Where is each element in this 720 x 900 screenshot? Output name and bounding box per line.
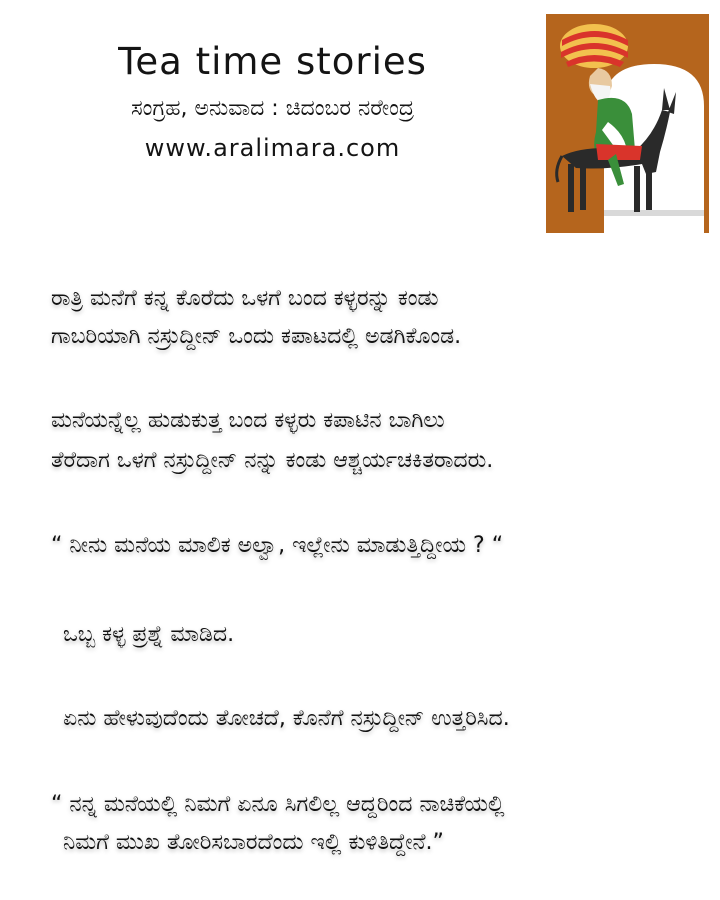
story-line: ತೆರೆದಾಗ ಒಳಗೆ ನಸ್ರುದ್ದೀನ್ ನನ್ನು ಕಂಡು ಆಶ್ಚರ್ಯಚಕಿತರಾದರು. — [51, 448, 494, 473]
story-line: ನಿಮಗೆ ಮುಖ ತೋರಿಸಬಾರದೆಂದು ಇಲ್ಲಿ ಕುಳಿತಿದ್ದೇನೆ.” — [63, 830, 444, 855]
story-line: ರಾತ್ರಿ ಮನೆಗೆ ಕನ್ನ ಕೊರೆದು ಒಳಗೆ ಬಂದ ಕಳ್ಳರನ್ನು ಕಂಡು — [51, 286, 439, 311]
story-line: “ ನೀನು ಮನೆಯ ಮಾಲಿಕ ಅಲ್ವಾ, ಇಲ್ಲೇನು ಮಾಡುತ್ತಿದ್ದೀಯ ? “ — [51, 533, 504, 558]
page-title: Tea time stories — [118, 40, 427, 83]
story-line: “ ನನ್ನ ಮನೆಯಲ್ಲಿ ನಿಮಗೆ ಏನೂ ಸಿಗಲಿಲ್ಲ ಆದ್ದರಿಂದ ನಾಚಿಕೆಯಲ್ಲಿ — [51, 792, 505, 817]
story-line: ಒಬ್ಬ ಕಳ್ಳ ಪ್ರಶ್ನೆ ಮಾಡಿದ. — [63, 622, 235, 647]
story-line: ಮನೆಯನ್ನೆಲ್ಲ ಹುಡುಕುತ್ತ ಬಂದ ಕಳ್ಳರು ಕಪಾಟಿನ ಬಾಗಿಲು — [51, 408, 445, 433]
website-link[interactable]: www.aralimara.com — [144, 134, 401, 162]
story-line: ಗಾಬರಿಯಾಗಿ ನಸ್ರುದ್ದೀನ್ ಒಂದು ಕಪಾಟದಲ್ಲಿ ಅಡಗಿಕೊಂಡ. — [51, 324, 462, 349]
page-subtitle: ಸಂಗ್ರಹ, ಅನುವಾದ : ಚಿದಂಬರ ನರೇಂದ್ರ — [131, 96, 414, 121]
story-line: ಏನು ಹೇಳುವುದೆಂದು ತೋಚದೆ, ಕೊನೆಗೆ ನಸ್ರುದ್ದೀನ್ ಉತ್ತರಿಸಿದ. — [63, 706, 510, 731]
